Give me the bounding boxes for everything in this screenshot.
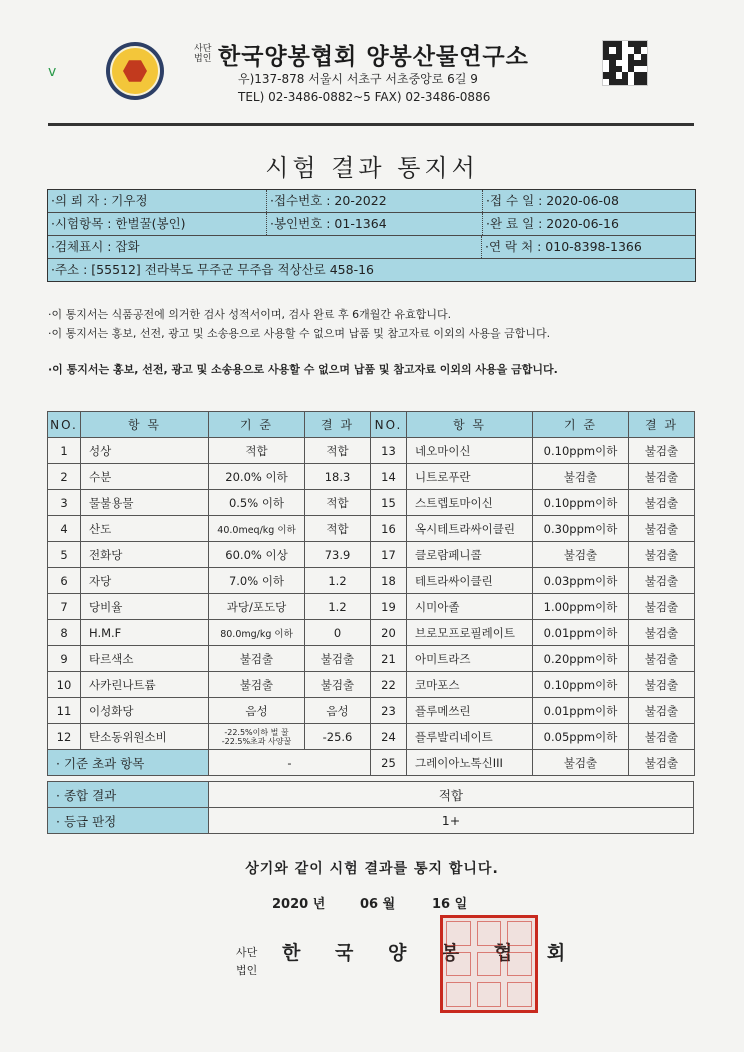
item-standard: 0.10ppm이하 bbox=[533, 490, 629, 516]
item-name: 사카린나트륨 bbox=[81, 672, 209, 698]
item-result: 불검출 bbox=[629, 438, 695, 464]
table-row bbox=[48, 438, 695, 464]
row-number: 5 bbox=[48, 542, 81, 568]
contact-phone: ·연 락 처 : 010-8398-1366 bbox=[485, 239, 642, 254]
table-row bbox=[48, 698, 695, 724]
item-standard: 1.00ppm이하 bbox=[533, 594, 629, 620]
sample-label: ·검체표시 : 잡화 bbox=[48, 236, 482, 258]
date-year: 2020 년 bbox=[272, 897, 326, 912]
item-standard: 60.0% 이상 bbox=[209, 542, 305, 568]
row-number: 12 bbox=[48, 724, 81, 750]
table-row bbox=[48, 490, 695, 516]
item-result: 불검출 bbox=[629, 646, 695, 672]
item-name: 그레이아노톡신III bbox=[407, 750, 533, 776]
item-result: 18.3 bbox=[305, 464, 371, 490]
official-seal-icon bbox=[440, 915, 538, 1013]
row-number: 14 bbox=[371, 464, 407, 490]
exceed-value: - bbox=[209, 750, 371, 776]
completion-date: ·완 료 일 : 2020-06-16 bbox=[486, 216, 619, 231]
item-standard: 불검출 bbox=[209, 672, 305, 698]
item-name: 자당 bbox=[81, 568, 209, 594]
item-name: 네오마이신 bbox=[407, 438, 533, 464]
table-row bbox=[48, 620, 695, 646]
sig-small-1: 사단 bbox=[236, 946, 258, 959]
check-mark: v bbox=[48, 64, 57, 80]
item-result: 불검출 bbox=[629, 698, 695, 724]
row-number: 21 bbox=[371, 646, 407, 672]
row-number: 16 bbox=[371, 516, 407, 542]
overall-value: 적합 bbox=[209, 782, 694, 808]
item-standard bbox=[209, 724, 305, 750]
item-name: 플루발리네이트 bbox=[407, 724, 533, 750]
table-row bbox=[48, 516, 695, 542]
item-name: 당비율 bbox=[81, 594, 209, 620]
document-title: 시험 결과 통지서 bbox=[265, 154, 479, 182]
item-standard: 불검출 bbox=[533, 464, 629, 490]
item-name: 수분 bbox=[81, 464, 209, 490]
date-day: 16 일 bbox=[432, 897, 468, 912]
item-result: 불검출 bbox=[629, 464, 695, 490]
row-number: 23 bbox=[371, 698, 407, 724]
info-table bbox=[47, 189, 696, 282]
item-standard: 과당/포도당 bbox=[209, 594, 305, 620]
summary-table bbox=[47, 781, 694, 834]
date-month: 06 월 bbox=[360, 897, 396, 912]
row-number: 9 bbox=[48, 646, 81, 672]
item-result: 음성 bbox=[305, 698, 371, 724]
table-row bbox=[48, 750, 695, 776]
sig-small-2: 법인 bbox=[236, 964, 258, 977]
bold-note: ·이 통지서는 홍보, 선전, 광고 및 소송용으로 사용할 수 없으며 납품 및 참고자료 이외의 사용을 금합니다. bbox=[48, 363, 558, 376]
item-name: 테트라싸이클린 bbox=[407, 568, 533, 594]
item-name: 브로모프로필레이트 bbox=[407, 620, 533, 646]
item-standard: 0.20ppm이하 bbox=[533, 646, 629, 672]
col-header: 결 과 bbox=[629, 412, 695, 438]
standard-line: -22.5%이하 벌 꿀 bbox=[224, 727, 289, 737]
test-item: ·시험항목 : 한벌꿀(봉인) bbox=[48, 213, 267, 235]
item-result: 1.2 bbox=[305, 568, 371, 594]
item-name: 산도 bbox=[81, 516, 209, 542]
grade-value: 1+ bbox=[209, 808, 694, 834]
item-standard: 0.10ppm이하 bbox=[533, 438, 629, 464]
org-name: 한국양봉협회 양봉산물연구소 bbox=[218, 44, 529, 70]
results-table bbox=[47, 411, 695, 776]
row-number: 10 bbox=[48, 672, 81, 698]
item-name: 시미아졸 bbox=[407, 594, 533, 620]
item-name: 스트렙토마이신 bbox=[407, 490, 533, 516]
table-row bbox=[48, 724, 695, 750]
col-header: 항 목 bbox=[81, 412, 209, 438]
item-result: 적합 bbox=[305, 516, 371, 542]
table-row bbox=[48, 646, 695, 672]
item-standard: 음성 bbox=[209, 698, 305, 724]
col-header: 기 준 bbox=[209, 412, 305, 438]
row-number: 24 bbox=[371, 724, 407, 750]
item-name: 아미트라즈 bbox=[407, 646, 533, 672]
item-name: 탄소동위원소비 bbox=[81, 724, 209, 750]
item-result: 불검출 bbox=[305, 672, 371, 698]
org-phone: TEL) 02-3486-0882~5 FAX) 02-3486-0886 bbox=[238, 90, 491, 104]
notes bbox=[48, 305, 550, 343]
row-number: 20 bbox=[371, 620, 407, 646]
client-address: ·주소 : [55512] 전라북도 무주군 무주읍 적상산로 458-16 bbox=[51, 262, 374, 277]
table-row bbox=[48, 464, 695, 490]
association-logo-icon bbox=[106, 42, 164, 100]
row-number: 11 bbox=[48, 698, 81, 724]
item-result: 불검출 bbox=[629, 516, 695, 542]
standard-line: -22.5%초과 사양꿀 bbox=[221, 736, 292, 746]
table-row bbox=[48, 568, 695, 594]
table-row bbox=[48, 542, 695, 568]
item-name: 타르색소 bbox=[81, 646, 209, 672]
overall-label: · 종합 결과 bbox=[48, 782, 209, 808]
row-number: 22 bbox=[371, 672, 407, 698]
item-result: 불검출 bbox=[629, 594, 695, 620]
item-standard: 0.5% 이하 bbox=[209, 490, 305, 516]
item-standard: 불검출 bbox=[533, 542, 629, 568]
item-standard: 불검출 bbox=[533, 750, 629, 776]
table-row bbox=[48, 672, 695, 698]
item-standard: 80.0mg/kg 이하 bbox=[209, 620, 305, 646]
exceed-label: · 기준 초과 항목 bbox=[48, 750, 209, 776]
item-name: 코마포스 bbox=[407, 672, 533, 698]
overall-row bbox=[48, 782, 694, 808]
item-standard: 0.01ppm이하 bbox=[533, 698, 629, 724]
item-result: 1.2 bbox=[305, 594, 371, 620]
org-address: 우)137-878 서울시 서초구 서초중앙로 6길 9 bbox=[238, 72, 478, 86]
grade-row bbox=[48, 808, 694, 834]
item-name: 물불용물 bbox=[81, 490, 209, 516]
col-header: NO. bbox=[371, 412, 407, 438]
item-name: 성상 bbox=[81, 438, 209, 464]
sig-org-type bbox=[236, 944, 257, 980]
header-divider bbox=[48, 123, 694, 126]
row-number: 4 bbox=[48, 516, 81, 542]
item-result: -25.6 bbox=[305, 724, 371, 750]
col-header: NO. bbox=[48, 412, 81, 438]
item-name: 클로람페니콜 bbox=[407, 542, 533, 568]
item-result: 불검출 bbox=[629, 724, 695, 750]
row-number: 18 bbox=[371, 568, 407, 594]
seal-number: ·봉인번호 : 01-1364 bbox=[267, 213, 483, 235]
item-result: 불검출 bbox=[629, 620, 695, 646]
item-standard: 0.10ppm이하 bbox=[533, 672, 629, 698]
item-result: 불검출 bbox=[629, 542, 695, 568]
item-standard: 적합 bbox=[209, 438, 305, 464]
col-header: 항 목 bbox=[407, 412, 533, 438]
row-number: 19 bbox=[371, 594, 407, 620]
receipt-date: ·접 수 일 : 2020-06-08 bbox=[486, 193, 619, 208]
item-result: 불검출 bbox=[629, 568, 695, 594]
item-standard: 0.01ppm이하 bbox=[533, 620, 629, 646]
row-number: 8 bbox=[48, 620, 81, 646]
row-number: 25 bbox=[371, 750, 407, 776]
row-number: 6 bbox=[48, 568, 81, 594]
item-result: 0 bbox=[305, 620, 371, 646]
row-number: 13 bbox=[371, 438, 407, 464]
row-number: 17 bbox=[371, 542, 407, 568]
item-name: 전화당 bbox=[81, 542, 209, 568]
col-header: 결 과 bbox=[305, 412, 371, 438]
item-result: 불검출 bbox=[305, 646, 371, 672]
grade-label: · 등급 판정 bbox=[48, 808, 209, 834]
signature-name: 한 국 양 봉 협 회 bbox=[282, 942, 580, 964]
requester: ·의 뢰 자 : 기우정 bbox=[48, 190, 267, 212]
item-name: 이성화당 bbox=[81, 698, 209, 724]
col-header: 기 준 bbox=[533, 412, 629, 438]
row-number: 1 bbox=[48, 438, 81, 464]
item-name: 플루메쓰린 bbox=[407, 698, 533, 724]
notify-statement: 상기와 같이 시험 결과를 통지 합니다. bbox=[245, 861, 499, 877]
row-number: 7 bbox=[48, 594, 81, 620]
item-result: 불검출 bbox=[629, 750, 695, 776]
item-name: 니트로푸란 bbox=[407, 464, 533, 490]
row-number: 15 bbox=[371, 490, 407, 516]
item-result: 불검출 bbox=[629, 490, 695, 516]
item-result: 적합 bbox=[305, 438, 371, 464]
item-standard: 불검출 bbox=[209, 646, 305, 672]
note-line: ·이 통지서는 식품공전에 의거한 검사 성적서이며, 검사 완료 후 6개월간 유효합니다. bbox=[48, 308, 452, 321]
receipt-number: ·접수번호 : 20-2022 bbox=[267, 190, 483, 212]
item-standard: 0.03ppm이하 bbox=[533, 568, 629, 594]
item-result: 불검출 bbox=[629, 672, 695, 698]
note-line: ·이 통지서는 홍보, 선전, 광고 및 소송용으로 사용할 수 없으며 납품 및 참고자료 이외의 사용을 금합니다. bbox=[48, 327, 551, 340]
qr-code-icon bbox=[602, 40, 648, 86]
item-result: 73.9 bbox=[305, 542, 371, 568]
item-name: 옥시테트라싸이클린 bbox=[407, 516, 533, 542]
item-result: 적합 bbox=[305, 490, 371, 516]
org-type-label: 사단법인 bbox=[194, 44, 212, 64]
item-standard: 20.0% 이하 bbox=[209, 464, 305, 490]
table-row bbox=[48, 594, 695, 620]
item-standard: 0.30ppm이하 bbox=[533, 516, 629, 542]
row-number: 2 bbox=[48, 464, 81, 490]
results-header-row bbox=[48, 412, 695, 438]
item-standard: 7.0% 이하 bbox=[209, 568, 305, 594]
row-number: 3 bbox=[48, 490, 81, 516]
item-name: H.M.F bbox=[81, 620, 209, 646]
item-standard: 40.0meq/kg 이하 bbox=[209, 516, 305, 542]
item-standard: 0.05ppm이하 bbox=[533, 724, 629, 750]
